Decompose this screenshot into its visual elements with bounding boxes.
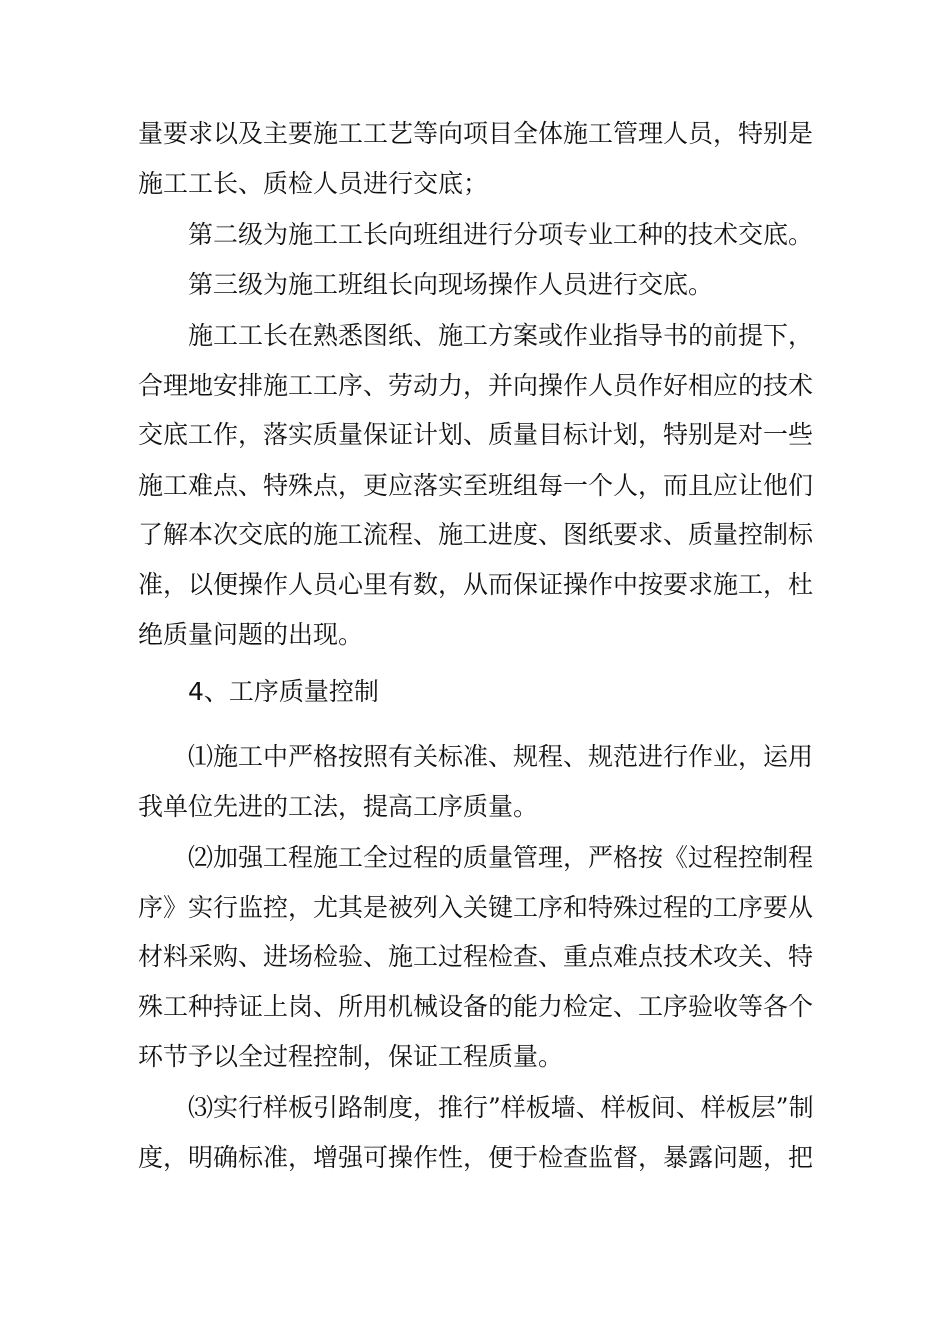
text-line-18: 殊工种持证上岗、所用机械设备的能力检定、工序验收等各个 (138, 992, 814, 1021)
text-line-4: 第三级为施工班组长向现场操作人员进行交底。 (188, 270, 714, 299)
text-line-7: 交底工作，落实质量保证计划、质量目标计划，特别是对一些 (138, 420, 814, 449)
text-line-3: 第二级为施工工长向班组进行分项专业工种的技术交底。 (188, 220, 814, 249)
text-line-6: 合理地安排施工工序、劳动力，并向操作人员作好相应的技术 (138, 371, 814, 400)
text-line-17: 材料采购、进场检验、施工过程检查、重点难点技术攻关、特 (138, 942, 814, 971)
text-line-13: ⑴施工中严格按照有关标准、规程、规范进行作业，运用 (188, 742, 814, 771)
text-line-16: 序》实行监控，尤其是被列入关键工序和特殊过程的工序要从 (138, 893, 814, 922)
text-line-19: 环节予以全过程控制，保证工程质量。 (138, 1042, 564, 1071)
text-line-14: 我单位先进的工法，提高工序质量。 (138, 792, 539, 821)
text-line-9: 了解本次交底的施工流程、施工进度、图纸要求、质量控制标 (138, 520, 814, 549)
text-line-1: 量要求以及主要施工工艺等向项目全体施工管理人员，特别是 (138, 119, 814, 148)
text-line-20: ⑶实行样板引路制度，推行”样板墙、样板间、样板层”制 (188, 1093, 814, 1122)
section-heading: 4、工序质量控制 (188, 677, 379, 706)
text-line-10: 准，以便操作人员心里有数，从而保证操作中按要求施工，杜 (138, 570, 814, 599)
text-line-11: 绝质量问题的出现。 (138, 620, 364, 649)
text-line-5: 施工工长在熟悉图纸、施工方案或作业指导书的前提下， (188, 321, 814, 350)
text-line-21: 度，明确标准，增强可操作性，便于检查监督，暴露问题，把 (138, 1143, 814, 1172)
text-line-15: ⑵加强工程施工全过程的质量管理，严格按《过程控制程 (188, 843, 814, 872)
text-line-2: 施工工长、质检人员进行交底； (138, 169, 489, 198)
text-line-8: 施工难点、特殊点，更应落实至班组每一个人，而且应让他们 (138, 471, 814, 500)
